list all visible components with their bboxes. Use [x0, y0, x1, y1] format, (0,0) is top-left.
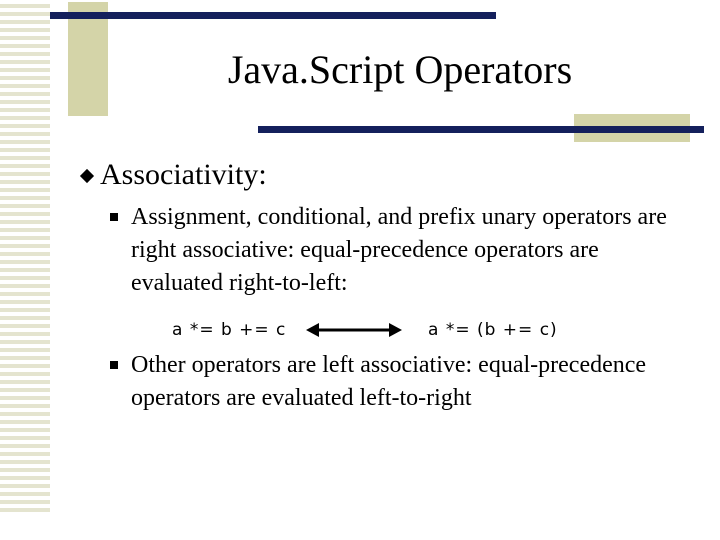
- main-bullet-text: Associativity:: [100, 158, 267, 191]
- sub-bullet-2-text: Other operators are left associative: equal-precedence operators are evaluated left-to-right: [131, 352, 647, 411]
- sub-bullet-1: [110, 201, 690, 300]
- top-rule: [50, 12, 496, 19]
- slide-title: Java.Script Operators: [227, 47, 573, 92]
- main-bullet: [82, 156, 267, 194]
- sub-bullet-2: [110, 349, 690, 415]
- decorative-stripes: [0, 0, 50, 512]
- diamond-bullet-icon: [80, 169, 94, 183]
- title-accent-block: [68, 2, 108, 116]
- square-bullet-icon: [110, 361, 118, 369]
- square-bullet-icon: [110, 213, 118, 221]
- double-arrow-icon: [306, 318, 402, 342]
- bottom-rule: [258, 126, 704, 133]
- expression-left: a *= b += c: [172, 320, 287, 340]
- sub-bullet-1-text: Assignment, conditional, and prefix unary operators are right associative: equal-precedence operators are evaluated right-to-left:: [131, 204, 667, 296]
- expression-right: a *= (b += c): [428, 320, 558, 340]
